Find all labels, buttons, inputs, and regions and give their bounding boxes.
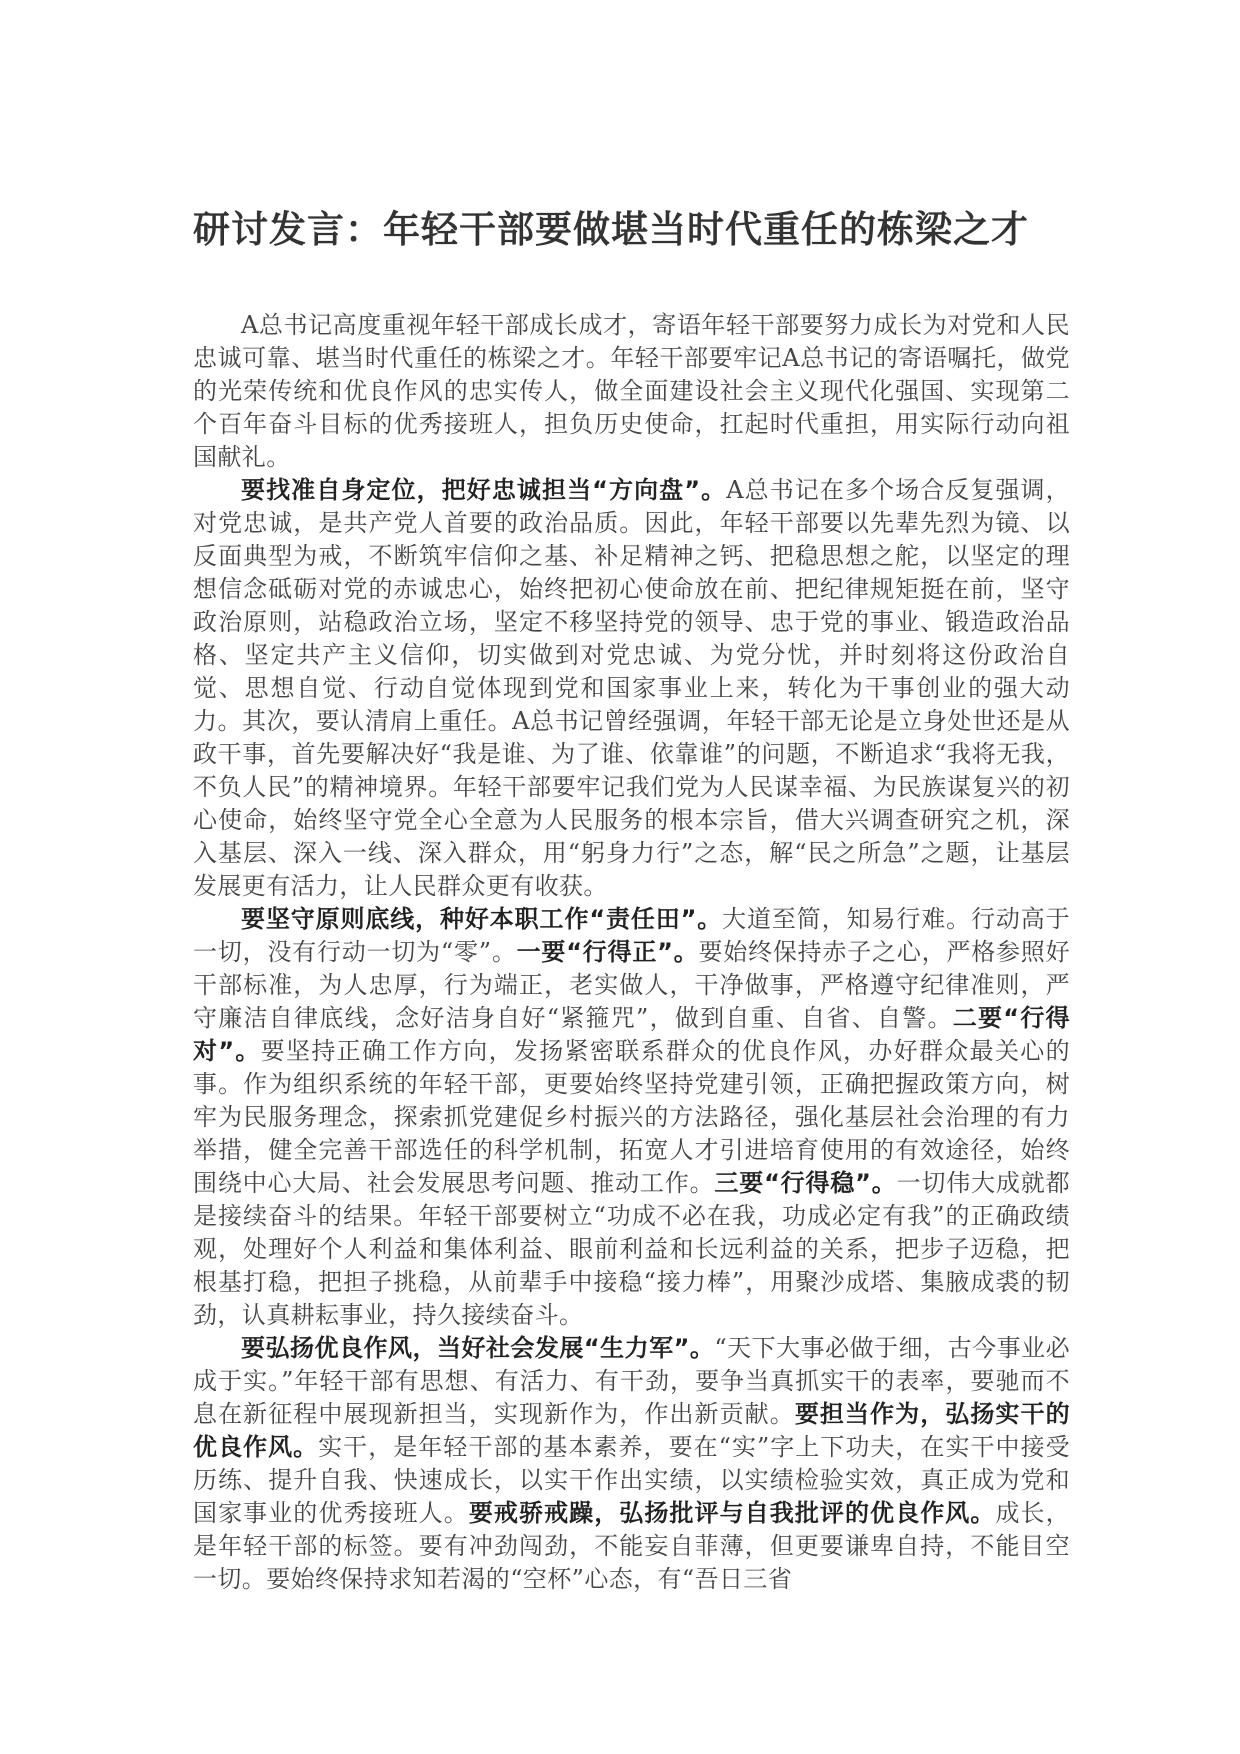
section-heading-loyalty: 要找准自身定位，把好忠诚担当“方向盘”。 — [241, 476, 727, 504]
paragraph-style — [193, 1332, 1070, 1596]
paragraph-loyalty-text: A总书记在多个场合反复强调，对党忠诚，是共产党人首要的政治品质。因此，年轻干部要以先辈先烈为镜、以反面典型为戒，不断筑牢信仰之基、补足精神之钙、把稳思想之舵，以坚定的理想信念砥砺对党的赤诚忠心，始终把初心使命放在前、把纪律规矩挺在前，坚守政治原则，站稳政治立场，坚定不移坚持党的领导、忠于党的事业、锻造政治品格、坚定共产主义信仰，切实做到对党忠诚、为党分忧，并时刻将这份政治自觉、思想自觉、行动自觉体现到党和国家事业上来，转化为干事创业的强大动力。其次，要认清肩上重任。A总书记曾经强调，年轻干部无论是立身处世还是从政干事，首先要解决好“我是谁、为了谁、依靠谁”的问题，不断追求“我将无我，不负人民”的精神境界。年轻干部要牢记我们党为人民谋幸福、为民族谋复兴的初心使命，始终坚守党全心全意为人民服务的根本宗旨，借大兴调查研究之机，深入基层、深入一线、深入群众，用“躬身力行”之态，解“民之所急”之题，让基层发展更有活力，让人民群众更有收获。 — [193, 476, 1071, 900]
paragraph-principle-text-2: 要始终保持赤子之心，严格参照好干部标准，为人忠厚，行为端正，老实做人，干净做事，严格遵守纪律准则，严守廉洁自律底线，念好洁身自好“紧箍咒”，做到自重、自省、自警。 — [193, 938, 1071, 1032]
subheading-humility: 要戒骄戒躁，弘扬批评与自我批评的优良作风。 — [468, 1499, 996, 1527]
paragraph-principle-text-3: 要坚持正确工作方向，发扬紧密联系群众的优良作风，办好群众最关心的事。作为组织系统的年轻干部，更要始终坚持党建引领，正确把握政策方向，树牢为民服务理念，探索抓党建促乡村振兴的方法路径，强化基层社会治理的有力举措，健全完善干部选任的科学机制，拓宽人才引进培育使用的有效途径，始终围绕中心大局、社会发展思考问题、推动工作。 — [193, 1037, 1070, 1197]
subheading-practical: 要担当作为，弘扬实干的优良作风。 — [193, 1400, 1070, 1461]
paragraph-loyalty — [193, 474, 1070, 903]
paragraph-style-text-3: 成长，是年轻干部的标签。要有冲劲闯劲，不能妄自菲薄，但更要谦卑自持，不能目空一切。要始终保持求知若渴的“空杯”心态，有“吾日三省 — [193, 1499, 1071, 1593]
document-body — [193, 309, 1070, 1596]
paragraph-principle — [193, 903, 1070, 1332]
subheading-act-correct: 二要“行得对”。 — [193, 1004, 1070, 1065]
paragraph-principle-text-4: 一切伟大成就都是接续奋斗的结果。年轻干部要树立“功成不必在我，功成必定有我”的正确政绩观，处理好个人利益和集体利益、眼前利益和长远利益的关系，把步子迈稳，把根基打稳，把担子挑稳，从前辈手中接稳“接力棒”，用聚沙成塔、集腋成裘的韧劲，认真耕耘事业，持久接续奋斗。 — [193, 1169, 1070, 1329]
paragraph-style-text-2: 实干，是年轻干部的基本素养，要在“实”字上下功夫，在实干中接受历练、提升自我、快速成长，以实干作出实绩，以实绩检验实效，真正成为党和国家事业的优秀接班人。 — [193, 1433, 1071, 1527]
document-title: 研讨发言：年轻干部要做堪当时代重任的栋梁之才 — [193, 208, 1029, 251]
paragraph-intro-text: A总书记高度重视年轻干部成长成才，寄语年轻干部要努力成长为对党和人民忠诚可靠、堪当时代重任的栋梁之才。年轻干部要牢记A总书记的寄语嘱托，做党的光荣传统和优良作风的忠实传人，做全面建设社会主义现代化强国、实现第二个百年奋斗目标的优秀接班人，担负历史使命，扛起时代重担，用实际行动向祖国献礼。 — [193, 311, 1070, 471]
subheading-act-right: 一要“行得正”。 — [516, 938, 699, 966]
section-heading-style: 要弘扬优良作风，当好社会发展“生力军”。 — [241, 1334, 715, 1362]
paragraph-principle-text-1: 大道至简，知易行难。行动高于一切，没有行动一切为“零”。 — [193, 905, 1070, 966]
paragraph-style-text-1: “天下大事必做于细，古今事业必成于实。”年轻干部有思想、有活力、有干劲，要争当真抓实干的表率，要驰而不息在新征程中展现新担当，实现新作为，作出新贡献。 — [193, 1334, 1070, 1428]
paragraph-intro — [193, 309, 1070, 474]
subheading-act-steady: 三要“行得稳”。 — [714, 1169, 897, 1197]
section-heading-principle: 要坚守原则底线，种好本职工作“责任田”。 — [241, 905, 723, 933]
